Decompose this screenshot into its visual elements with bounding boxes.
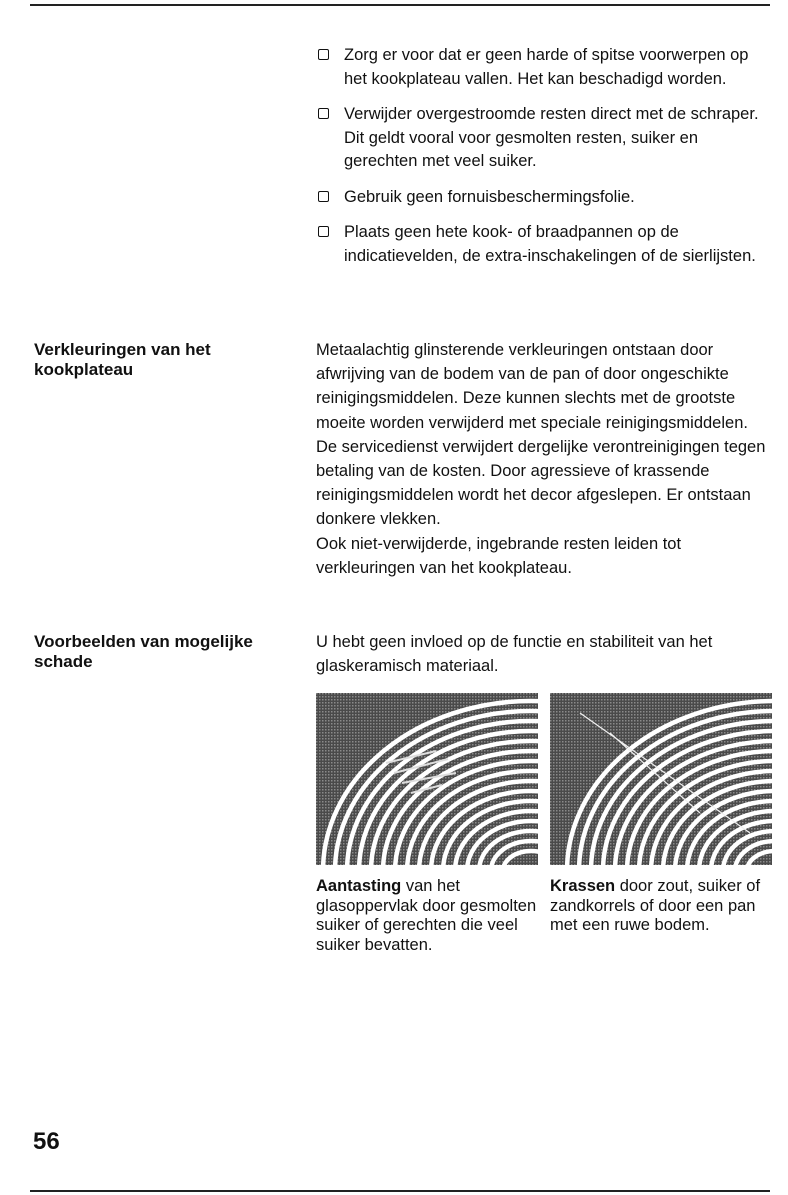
top-rule	[30, 4, 770, 7]
caption-text: van het glasoppervlak door gesmolten suiker of gerechten die veel suiker bevatten.	[316, 877, 537, 954]
list-item	[316, 221, 766, 268]
figure-caption-left	[316, 877, 538, 955]
concentric-rings-image	[550, 693, 772, 865]
concentric-rings-image	[316, 693, 538, 865]
discoloration-paragraph: Ook niet-verwijderde, ingebrande resten leiden tot verkleuringen van het kookplateau.	[316, 534, 682, 577]
caption-term: Krassen	[550, 877, 616, 895]
page-number: 56	[33, 1128, 60, 1155]
damage-examples-text: U hebt geen invloed op de functie en stabiliteit van het glaskeramisch materiaal.	[316, 633, 713, 676]
checkbox-bullet-icon	[318, 226, 329, 237]
figure-caption-right	[550, 877, 775, 936]
discoloration-body	[316, 338, 772, 580]
warning-list	[316, 44, 766, 268]
bullet-text: Verwijder overgestroomde resten direct met de schraper. Dit geldt vooral voor gesmolten resten, suiker en gerechten met veel suiker.	[344, 105, 759, 170]
checkbox-bullet-icon	[318, 108, 329, 119]
bullet-text: Zorg er voor dat er geen harde of spitse voorwerpen op het kookplateau vallen. Het kan beschadigd worden.	[344, 46, 749, 88]
surface-damage-photo	[316, 693, 538, 865]
list-item	[316, 186, 766, 210]
list-item	[316, 44, 766, 91]
list-item	[316, 103, 766, 174]
checkbox-bullet-icon	[318, 49, 329, 60]
caption-term: Aantasting	[316, 877, 402, 895]
caption-text: door zout, suiker of zandkorrels of door een pan met een ruwe bodem.	[550, 877, 761, 934]
bullet-text: Plaats geen hete kook- of braadpannen op de indicatievelden, de extra-inschakelingen of de sierlijsten.	[344, 223, 756, 265]
bottom-rule	[30, 1190, 770, 1193]
discoloration-heading: Verkleuringen van het kookplateau	[34, 340, 211, 379]
discoloration-paragraph: Metaalachtig glinsterende verkleuringen ontstaan door afwrijving van de bodem van de pan of door ongeschikte reinigingsmiddelen. Deze kunnen slechts met de grootste moeite worden verwijderd met speciale reinigingsmiddelen. De servicedienst verwijdert dergelijke verontreinigingen tegen betaling van de kosten. Door agressieve of krassende reinigingsmiddelen wordt het decor afgeslepen. Er ontstaan donkere vlekken.	[316, 341, 766, 529]
checkbox-bullet-icon	[318, 191, 329, 202]
damage-examples-heading: Voorbeelden van mogelijke schade	[34, 632, 253, 671]
scratches-photo	[550, 693, 772, 865]
bullet-text: Gebruik geen fornuisbeschermingsfolie.	[344, 187, 635, 206]
damage-examples-body	[316, 630, 772, 678]
